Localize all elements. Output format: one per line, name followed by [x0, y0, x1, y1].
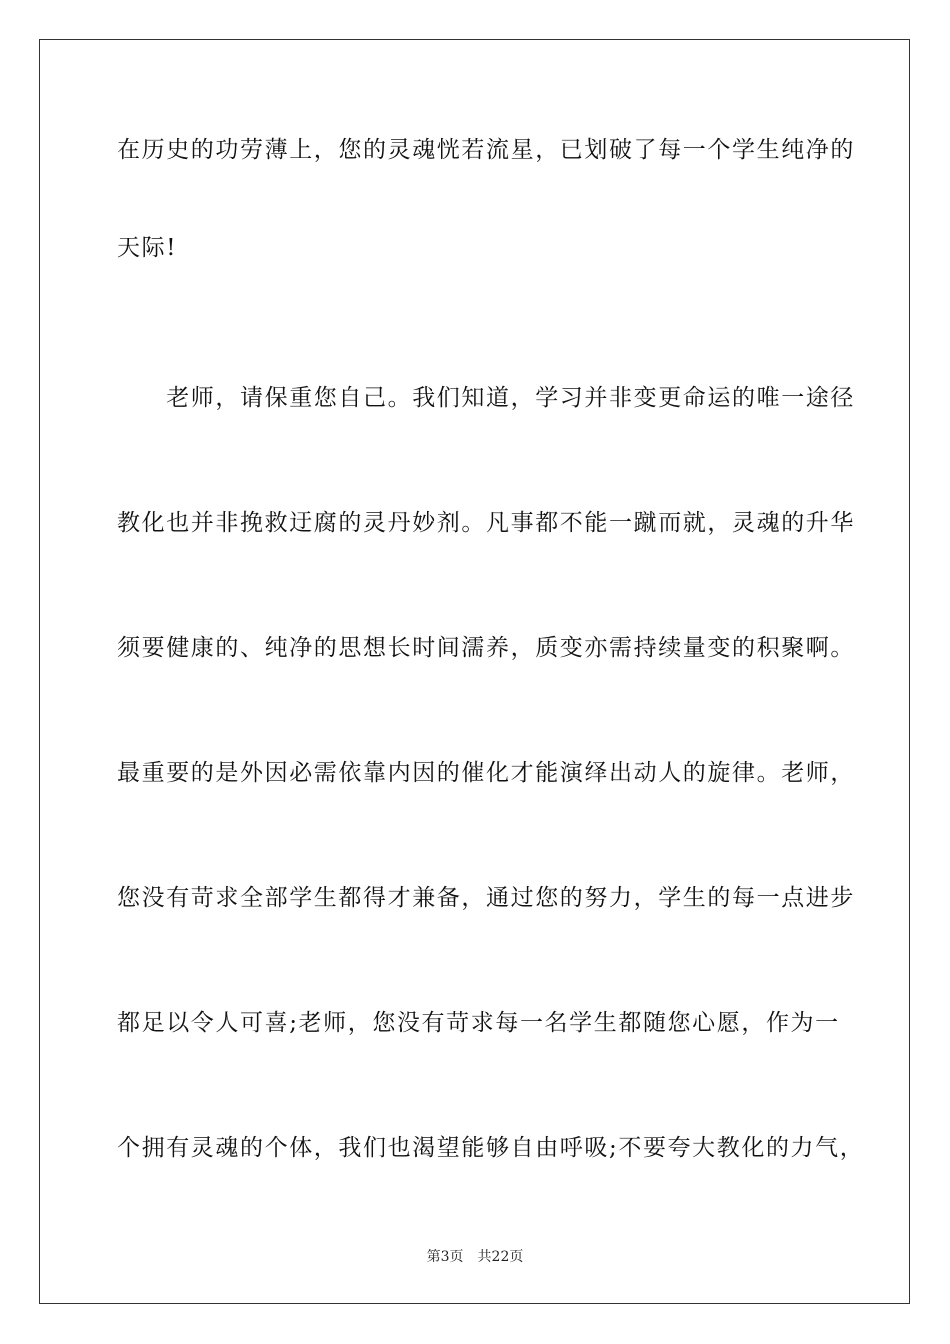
page-number: 第3页 [426, 1249, 464, 1265]
body-text-line-9: 个拥有灵魂的个体，我们也渴望能够自由呼吸;不要夸大教化的力气， [117, 1135, 865, 1161]
page-total: 共22页 [477, 1249, 524, 1265]
body-text-line-7: 您没有苛求全部学生都得才兼备，通过您的努力，学生的每一点进步 [117, 885, 855, 911]
body-text-line-6: 最重要的是外因必需依靠内因的催化才能演绎出动人的旋律。老师， [117, 760, 855, 786]
page-border [39, 39, 910, 1304]
body-text-line-5: 须要健康的、纯净的思想长时间濡养，质变亦需持续量变的积聚啊。 [117, 635, 855, 661]
body-text-line-3: 老师，请保重您自己。我们知道，学习并非变更命运的唯一途径 [117, 385, 855, 411]
body-text-line-2: 天际! [117, 235, 178, 261]
body-text-line-8: 都足以令人可喜;老师，您没有苛求每一名学生都随您心愿，作为一 [117, 1010, 840, 1036]
body-text-line-4: 教化也并非挽救迂腐的灵丹妙剂。凡事都不能一蹴而就，灵魂的升华 [117, 510, 855, 536]
body-text-line-1: 在历史的功劳薄上，您的灵魂恍若流星，已划破了每一个学生纯净的 [117, 137, 855, 163]
page-footer [0, 1248, 950, 1266]
